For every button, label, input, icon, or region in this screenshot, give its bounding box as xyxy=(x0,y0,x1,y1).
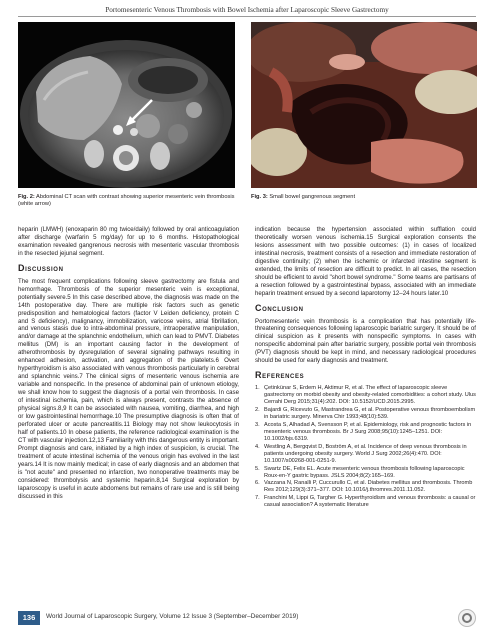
discussion-heading: Discussion xyxy=(18,262,64,273)
figure-3-label: Fig. 3: xyxy=(251,194,268,200)
left-column xyxy=(18,226,239,500)
ct-scan-image xyxy=(18,22,235,188)
figure-2-label: Fig. 2: xyxy=(18,194,35,200)
running-head: Portomesenteric Venous Thrombosis with Bowel Ischemia after Laparoscopic Sleeve Gastrectomy xyxy=(105,6,389,14)
journal-citation: World Journal of Laparoscopic Surgery, Volume 12 Issue 3 (September–December 2019) xyxy=(46,613,299,620)
right-column xyxy=(255,226,476,510)
surgical-paragraph: indication because the hypertension associated within sufflation could theoretically worsen venous ischemia.15 Surgical exploration consents the lesions assessment with two possible outcomes: (1) in cases of localized intestinal necrosis, treatment consists of a resection and immediate restoration of digestive continuity; (2) when the ischemic or infarcted intestine segment is extended, the limits of resection are difficult to predict. In all cases, the resection should be efficient to avoid "short bowel syndrome." Some teams are partisans of a resection followed by a gastrointestinal bypass, associated with an immediate heparin treatment ensued by a second laparotomy 12–24 hours later.10 xyxy=(255,226,476,297)
figure-3-caption xyxy=(251,194,477,201)
journal-logo-icon xyxy=(458,609,476,627)
bowel-photo-image xyxy=(251,22,477,188)
figure-2-caption-text: Abdominal CT scan with contrast showing superior mesenteric vein thrombosis (white arrow) xyxy=(18,194,235,208)
page-footer xyxy=(18,611,476,625)
conclusion-heading: Conclusion xyxy=(255,302,304,313)
page-number: 136 xyxy=(18,611,40,625)
reference-item: 1. Çetinkünar S, Erdem H, Aktimur R, et al. The effect of laparoscopic sleeve gastrectomy on morbid obesity and obesity-related comorbidities: a cohort study. Ulus Cerrahi Derg 2015;31(4):202. DOI: 10.5152/UCD.2015.2995. xyxy=(255,385,476,406)
figure-2-caption xyxy=(18,194,235,209)
reference-item: 6. Vazzana N, Ranalli P, Cuccurullo C, et al. Diabetes mellitus and thrombosis. Thromb Res 2012;129(3):371–377. DOI: 10.1016/j.thromres.2011.11.052. xyxy=(255,480,473,494)
reference-item: 5. Swartz DE, Felix EL. Acute mesenteric venous thrombosis following laparoscopic Roux-en-Y gastric bypass. JSLS 2004;8(2):165–169. xyxy=(255,465,465,479)
reference-item: 7. Franchini M, Lippi G, Targher G. Hyperthyroidism and venous thrombosis: a causal or casual association? A systematic literature xyxy=(255,495,476,509)
references-heading: References xyxy=(255,370,305,381)
discussion-paragraph: The most frequent complications following sleeve gastrectomy are fistula and hemorrhage. Thrombosis of the superior mesenteric vein is exceptional, potentially severe.5 In this case described above, the diagnosis was made on the 14th postoperative day. There are multiple risk factors such as genetic predisposition and hematological factors (factor V Leiden deficiency, protein C and S deficiency), malignancy, immobilization, varicose veins, atrial fibrillation, and venous stasis due to intra-abdominal pressure, intraoperative manipulation, and/or damage at the splanchnic endothelium, which can lead to PMVT. Diabetes mellitus (DM) is an important causing factor in the development of atherothrombosis by dysregulation of several signaling pathways resulting in enhanced adhesion, activation, and aggregation of the platelets.6 Overt hyperthyroidism is also associated with venous thrombosis particularly in cerebral and splanchnic veins.7 The clinical signs of mesenteric venous ischemia are variable and nonspecific. In the presence of abdominal pain of unknown etiology, we shall know how to suggest the diagnosis of a portal vein thrombosis. In case of intestinal ischemia, pain, which is always present, contrasts the absence of physical signs.8,9 It can be associated with nausea, vomiting, diarrhea, and high or low gastrointestinal hemorrhage.10 The presumptive diagnosis is often that of perforated ulcer or acute pancreatitis.11 Biology may not show leukocytosis in half of patients.10 In obese patients, the reference radiological examination is the CT with vascular injection.12,13 Familiarity with this dangerous entity is important. Prompt diagnosis and care, initiated by a high index of suspicion, is crucial. The treatment of acute intestinal ischemia of the venous origin has evolved in the last years.14 It is now mainly medical; in case of early diagnosis and an abdomen that is "not acute" and presented no infarction, two nonoperative treatments may be considered: thrombolysis and systemic heparin.8,14 Surgical exploration by laparoscopy is useful in acute abdomens but remains of rare use and is still being discussed in this xyxy=(18,277,239,500)
figure-bowel-photo xyxy=(251,22,477,188)
reference-item: 4. Westling A, Bergqvist D, Boström A, et al. Incidence of deep venous thrombosis in patients undergoing obesity surgery. World J Surg 2002;26(4):470. DOI: 10.1007/s00268-001-0251-9. xyxy=(255,443,467,464)
treatment-paragraph: heparin (LMWH) (enoxaparin 80 mg twice/daily) followed by oral anticoagulation after discharge (warfarin 5 mg/day) for up to 6 months. Histopathological examination revealed gangrenous necrosis with mesenteric vascular thrombosis in the resected jejunal segment. xyxy=(18,226,239,257)
conclusion-paragraph: Portomesenteric vein thrombosis is a complication that has potentially life-threatening consequences following laparoscopic bariatric surgery. It should be of clinical suspicion as it presents with nonspecific symptoms. In cases with nonspecific abdominal pain after bariatric surgery, possible portal vein thrombosis (PVT) diagnosis should be kept in mind, and necessary radiological procedures should be used for early diagnosis and treatment. xyxy=(255,317,476,365)
reference-item: 2. Bajardi G, Ricevuto G, Mastrandrea G, et al. Postoperative venous thromboembolism in bariatric surgery. Minerva Chir 1993;48(10):539. xyxy=(255,407,476,421)
header-rule xyxy=(18,16,476,17)
figure-3-caption-text: Small bowel gangrenous segment xyxy=(269,194,356,200)
figure-ct-scan xyxy=(18,22,235,188)
reference-item: 3. Acosta S, Alhadad A, Svensson P, et al. Epidemiology, risk and prognostic factors in mesenteric venous thrombosis. Br J Surg 2008;95(10):1245–1251. DOI: 10.1002/bjs.6319. xyxy=(255,421,472,443)
reference-list xyxy=(255,385,476,509)
